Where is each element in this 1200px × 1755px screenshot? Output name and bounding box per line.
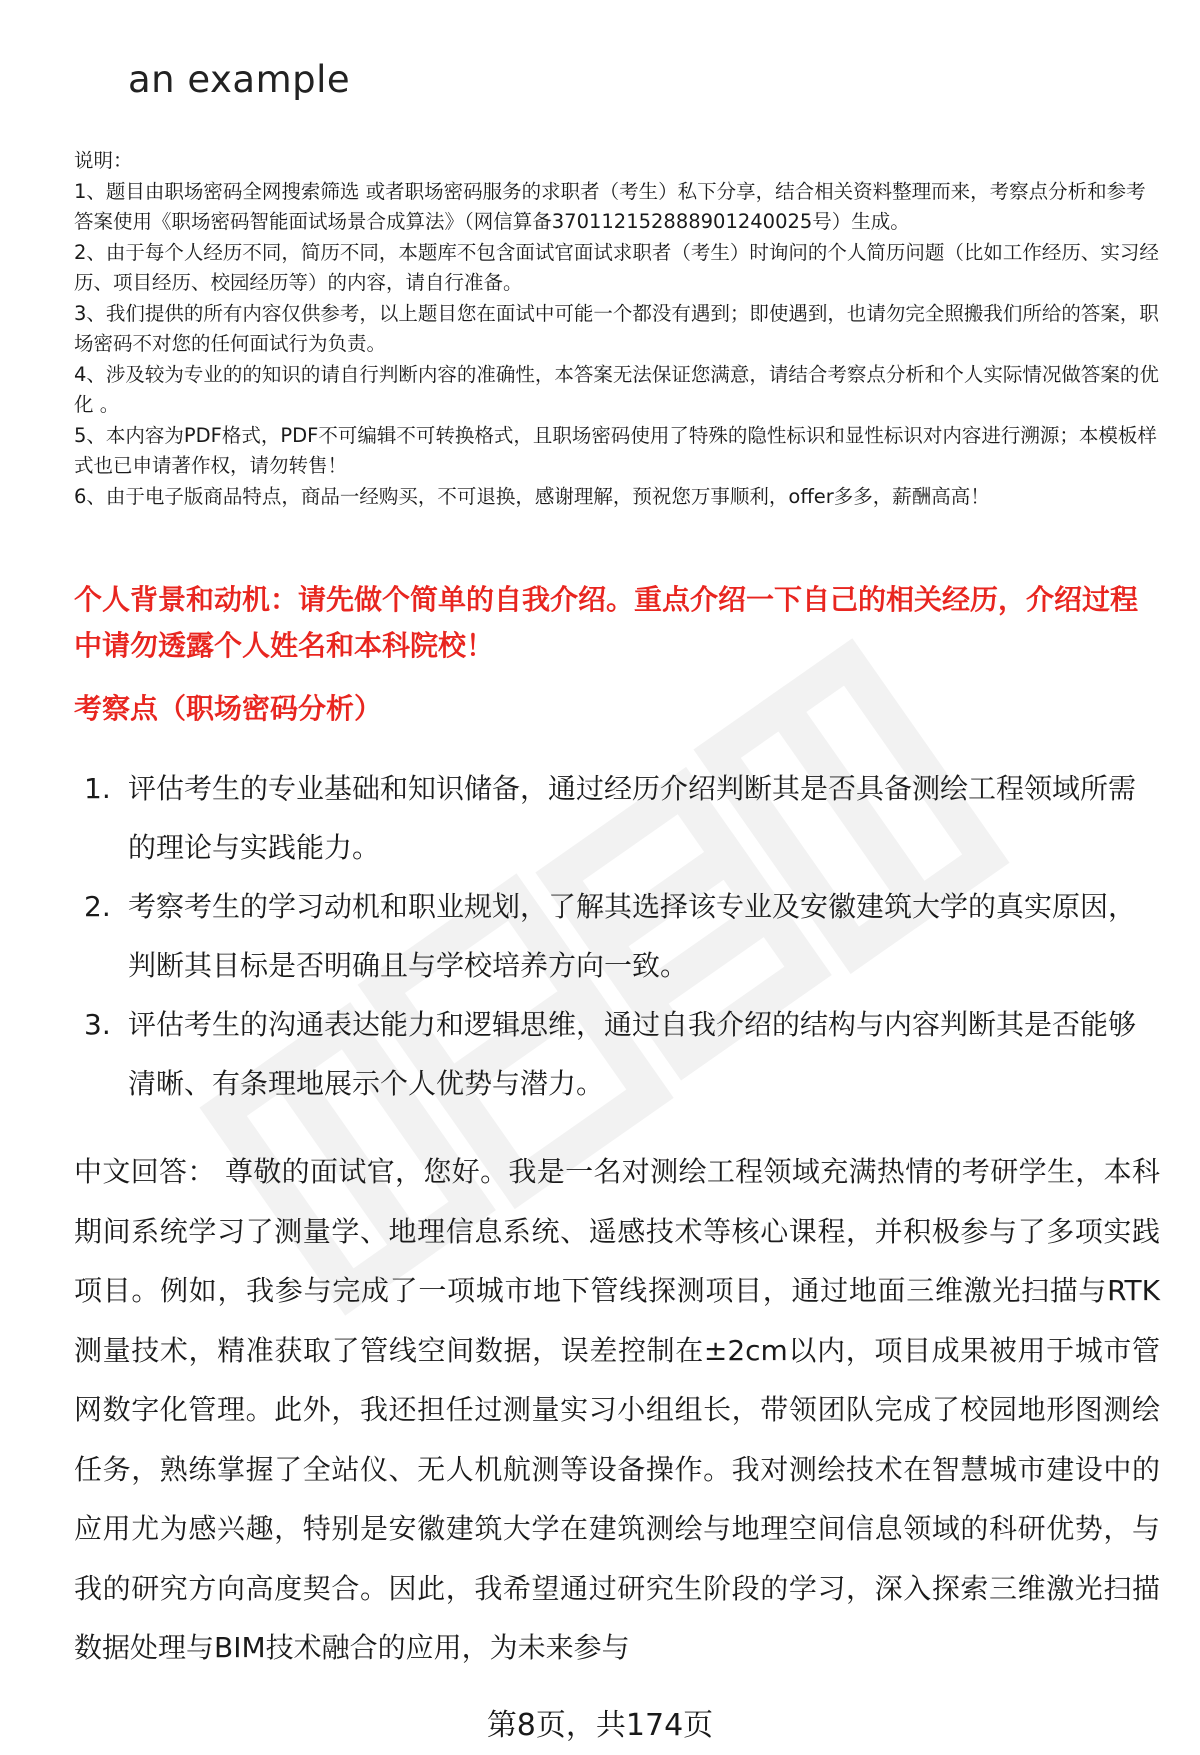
notes-section — [74, 146, 1160, 512]
analysis-point — [84, 759, 1160, 877]
point-text: 评估考生的沟通表达能力和逻辑思维，通过自我介绍的结构与内容判断其是否能够清晰、有条理地展示个人优势与潜力。 — [128, 1008, 1137, 1100]
notes-line-2: 2、由于每个人经历不同，简历不同，本题库不包含面试官面试求职者（考生）时询问的个人简历问题（比如工作经历、实习经历、项目经历、校园经历等）的内容，请自行准备。 — [74, 240, 1159, 294]
notes-line-1: 1、题目由职场密码全网搜索筛选 或者职场密码服务的求职者（考生）私下分享，结合相关资料整理而来，考察点分析和参考答案使用《职场密码智能面试场景合成算法》（网信算备370112152888901240025号）生成。 — [74, 179, 1146, 233]
question-text: 个人背景和动机：请先做个简单的自我介绍。重点介绍一下自己的相关经历，介绍过程中请勿透露个人姓名和本科院校！ — [74, 583, 1139, 662]
point-number: 2. — [84, 890, 111, 923]
notes-line-6: 6、由于电子版商品特点，商品一经购买，不可退换，感谢理解，预祝您万事顺利，offer多多，薪酬高高！ — [74, 484, 990, 508]
point-number: 3. — [84, 1008, 111, 1041]
analysis-points — [84, 759, 1160, 1113]
notes-heading: 说明： — [74, 149, 133, 172]
point-number: 1. — [84, 772, 111, 805]
notes-line-4: 4、涉及较为专业的的知识的请自行判断内容的准确性，本答案无法保证您满意，请结合考察点分析和个人实际情况做答案的优化 。 — [74, 362, 1159, 416]
analysis-point — [84, 877, 1160, 995]
page-footer: 第8页，共174页 — [486, 1708, 714, 1743]
point-text: 考察考生的学习动机和职业规划，了解其选择该专业及安徽建筑大学的真实原因，判断其目标是否明确且与学校培养方向一致。 — [128, 890, 1137, 982]
notes-line-5: 5、本内容为PDF格式，PDF不可编辑不可转换格式，且职场密码使用了特殊的隐性标识和显性标识对内容进行溯源；本模板样式也已申请著作权，请勿转售！ — [74, 423, 1157, 477]
answer-text: 中文回答： 尊敬的面试官，您好。我是一名对测绘工程领域充满热情的考研学生，本科期间系统学习了测量学、地理信息系统、遥感技术等核心课程，并积极参与了多项实践项目。例如，我参与完成了一项城市地下管线探测项目，通过地面三维激光扫描与RTK测量技术，精准获取了管线空间数据，误差控制在±2cm以内，项目成果被用于城市管网数字化管理。此外，我还担任过测量实习小组组长，带领团队完成了校园地形图测绘任务，熟练掌握了全站仪、无人机航测等设备操作。我对测绘技术在智慧城市建设中的应用尤为感兴趣，特别是安徽建筑大学在建筑测绘与地理空间信息领域的科研优势，与我的研究方向高度契合。因此，我希望通过研究生阶段的学习，深入探索三维激光扫描数据处理与BIM技术融合的应用，为未来参与 — [74, 1155, 1160, 1664]
point-text: 评估考生的专业基础和知识储备，通过经历介绍判断其是否具备测绘工程领域所需的理论与实践能力。 — [128, 772, 1137, 864]
notes-line-3: 3、我们提供的所有内容仅供参考，以上题目您在面试中可能一个都没有遇到；即使遇到，也请勿完全照搬我们所给的答案，职场密码不对您的任何面试行为负责。 — [74, 301, 1159, 355]
analysis-heading: 考察点（职场密码分析） — [74, 692, 383, 725]
header-title: an example — [128, 58, 351, 101]
analysis-point — [84, 995, 1160, 1113]
